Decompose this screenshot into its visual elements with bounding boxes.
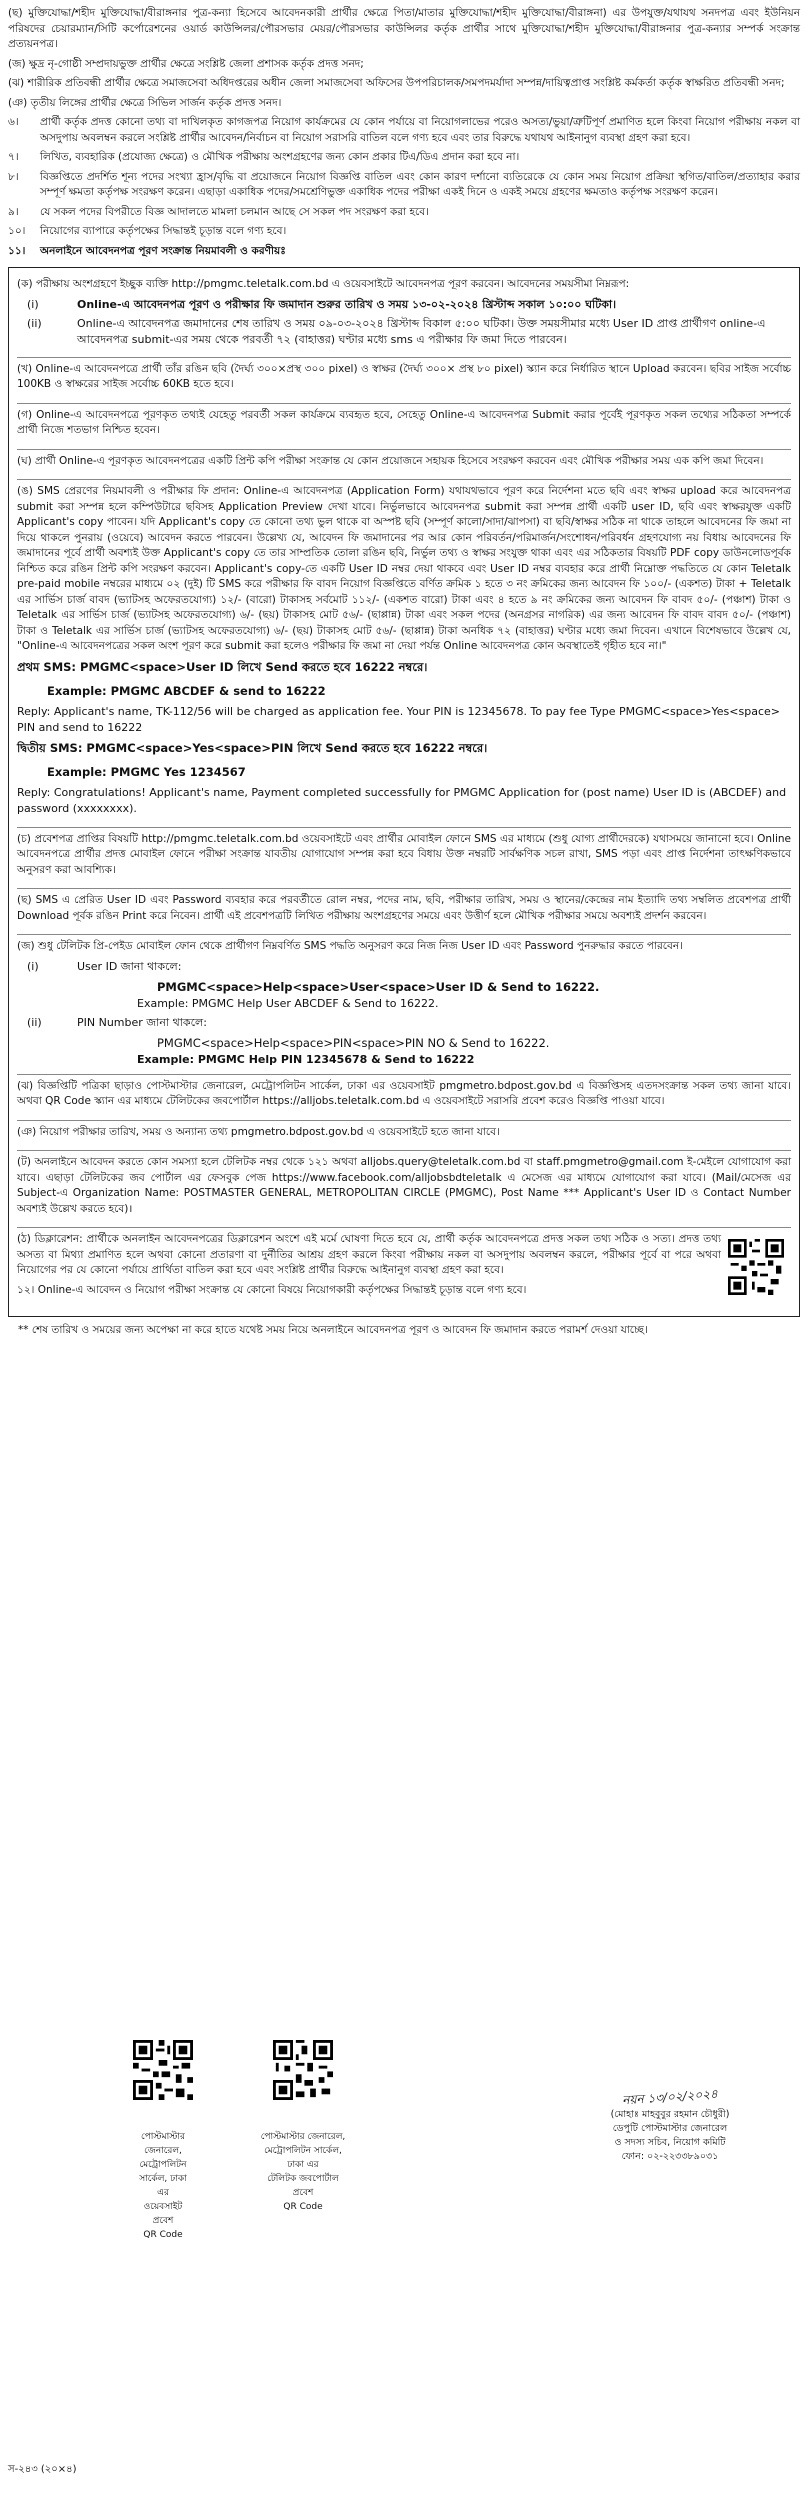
section-cha: (চ) প্রবেশপত্র প্রাপ্তির বিষয়টি http://pmgmc.teletalk.com.bd ওয়েবসাইটে এবং প্রার্থীর মোবাইল ফোনে SMS এর মাধ্যমে (শুধু যোগ্য প্রার্থীদেরকে) যথাসময়ে জানানো হবে। Online আবেদনপত্রে প্রার্থীর প্রদত্ত মোবাইল ফোনে পরীক্ষা সংক্রান্ত যাবতীয় যোগাযোগ সম্পন্ন করা হবে বিধায় উক্ত নম্বরটি সার্বক্ষণিক সচল রাখা, SMS পড়া এবং প্রাপ্ত নির্দেশনা তাৎক্ষণিকভাবে অনুসরণ করা আবশ্যিক। xyxy=(17,828,791,890)
qr-code-jobportal[interactable] xyxy=(273,2040,333,2100)
section-ja-recovery: (জ) শুধু টেলিটক প্রি-পেইড মোবাইল ফোন থেকে প্রার্থীগণ নিম্নবর্ণিত SMS পদ্ধতি অনুসরণ করে নিজ নিজ User ID এবং Password পুনরুদ্ধার করতে পারবেন। (i) User ID জানা থাকলে: PMGMC<space>Help<space>User<space>User ID & Send to 16222. Example: PMGMC Help User ABCDEF & Send to 16222. (ii) PIN Number জানা থাকলে: PMGMC<space>Help<space>PIN<space>PIN NO & Send to 16222. Example: PMGMC Help PIN 12345678 & Send to 16222 xyxy=(17,935,791,1075)
online-instructions-box xyxy=(8,267,800,1317)
sms1-title: প্রথম SMS: PMGMC<space>User ID লিখে Send করতে হবে 16222 নম্বরে। xyxy=(17,659,428,674)
qr-caption-middle: পোস্টমাস্টার জেনারেল, মেট্রোপলিটন সার্কেল, ঢাকা এর টেলিটক জবপোর্টাল প্রবেশ QR Code xyxy=(260,2132,346,2212)
recovery-userid-command: PMGMC<space>Help<space>User<space>User ID & Send to 16222. xyxy=(157,979,600,994)
section-ga: (গ) Online-এ আবেদনপত্রে পূরণকৃত তথ্যই যেহেতু পরবর্তী সকল কার্যক্রমে ব্যবহৃত হবে, সেহেতু Online-এ আবেদনপত্র Submit করার পূর্বেই পূরণকৃত সকল তথ্যের সঠিকতা সম্পর্কে প্রার্থী নিজে শতভাগ নিশ্চিত হবেন। xyxy=(17,404,791,450)
numbered-item-11: ১১। অনলাইনে আবেদনপত্র পূরণ সংক্রান্ত নিয়মাবলী ও করণীয়ঃ xyxy=(8,244,286,257)
sms1-example: Example: PMGMC ABCDEF & send to 16222 xyxy=(47,683,326,698)
qr-code-website[interactable] xyxy=(133,2040,193,2100)
numbered-item-7: ৭। লিখিত, ব্যবহারিক (প্রযোজ্য ক্ষেত্রে) ও মৌখিক পরীক্ষায় অংশগ্রহণের জন্য কোন প্রকার টিএ/ডিএ প্রদান করা হবে না। xyxy=(8,151,520,163)
section-tha: (ঠ) ডিক্লারেশন: প্রার্থীকে অনলাইন আবেদনপত্রের ডিক্লারেশন অংশে এই মর্মে ঘোষণা দিতে হবে যে, প্রার্থী কর্তৃক আবেদনপত্রে প্রদত্ত সকল তথ্য সঠিক ও সত্য। প্রদত্ত তথ্য অসত্য বা মিথ্যা প্রমাণিত হলে অথবা কোনো প্রতারণা বা দুর্নীতির আশ্রয় গ্রহণ করলে কিংবা পরীক্ষায় নকল বা অসদুপায় অবলম্বন করলে, পরীক্ষার পূর্বে বা পরে অথবা নিয়োগের পর যে কোনো পর্যায়ে প্রার্থিতা বাতিল করা হবে এবং সংশ্লিষ্ট প্রার্থীর বিরুদ্ধে আইনানুগ ব্যবস্থা গ্রহণ করা হবে। ১২। Online-এ আবেদন ও নিয়োগ পরীক্ষা সংক্রান্ত যে কোনো বিষয়ে নিয়োগকারী কর্তৃপক্ষের সিদ্ধান্তই চূড়ান্ত বলে গণ্য হবে। xyxy=(17,1228,791,1308)
qr-block-left xyxy=(108,2040,218,2242)
section-chha: (ছ) SMS এ প্রেরিত User ID এবং Password ব্যবহার করে পরবর্তীতে রোল নম্বর, পদের নাম, ছবি, পরীক্ষার তারিখ, সময় ও স্থানের/কেন্দ্রের নাম ইত্যাদি তথ্য সম্বলিত প্রবেশপত্র প্রার্থী Download পূর্বক রঙিন Print করে নিবেন। প্রার্থী এই প্রবেশপত্রটি লিখিত পরীক্ষায় অংশগ্রহণের সময়ে এবং উত্তীর্ণ হলে মৌখিক পরীক্ষার সময়ে অবশ্যই প্রদর্শন করবেন। xyxy=(17,889,791,935)
section-kha: (খ) Online-এ আবেদনপত্রে প্রার্থী তাঁর রঙিন ছবি (দৈর্ঘ্য ৩০০×প্রস্থ ৩০০ pixel) ও স্বাক্ষর (দৈর্ঘ্য ৩০০× প্রস্থ ৮০ pixel) স্ক্যান করে নির্ধারিত স্থানে Upload করবেন। ছবির সাইজ সর্বোচ্চ 100KB ও স্বাক্ষরের সাইজ সর্বোচ্চ 60KB হতে হবে। xyxy=(17,358,791,404)
signature-block xyxy=(560,2086,780,2164)
section-jha: (ঝ) বিজ্ঞপ্তিটি পত্রিকা ছাড়াও পোস্টমাস্টার জেনারেল, মেট্রোপলিটন সার্কেল, ঢাকা এর ওয়েবসাইট pmgmetro.bdpost.gov.bd এ বিজ্ঞপ্তিসহ এতদসংক্রান্ত সকল তথ্য জানা যাবে। অথবা QR Code স্ক্যান এর মাধ্যমে টেলিটকের জবপোর্টাল https://alljobs.teletalk.com.bd এ ওয়েবসাইটে সরাসরি প্রবেশ করেও বিজ্ঞপ্তি পাওয়া যাবে। xyxy=(17,1075,791,1121)
item-nya-third-gender: (ঞ) তৃতীয় লিঙ্গের প্রার্থীর ক্ষেত্রে সিভিল সার্জন কর্তৃক প্রদত্ত সনদ। xyxy=(8,96,282,109)
item-chha-freedom-fighter: (ছ) মুক্তিযোদ্ধা/শহীদ মুক্তিযোদ্ধা/বীরাঙ্গনার পুত্র-কন্যা হিসেবে আবেদনকারী প্রার্থীর ক্ষেত্রে পিতা/মাতার মুক্তিযোদ্ধা/শহীদ মুক্তিযোদ্ধা/বীরাঙ্গনা) এর উপযুক্ত/যথাযথ সনদপত্র এবং ইউনিয়ন পরিষদের চেয়ারম্যান/সিটি কর্পোরেশনের ওয়ার্ড কাউন্সিলর/পৌরসভার মেয়র/পৌরসভার কাউন্সিলর কর্তৃক প্রার্থীর সাথে মুক্তিযোদ্ধা/শহীদ মুক্তিযোদ্ধা/বীরাঙ্গনার পুত্র-কন্যার সম্পর্ক সংক্রান্ত প্রত্যয়নপত্র। xyxy=(8,7,800,50)
sms2-title: দ্বিতীয় SMS: PMGMC<space>Yes<space>PIN লিখে Send করতে হবে 16222 নম্বরে। xyxy=(17,740,488,755)
section-ta: (ট) অনলাইনে আবেদন করতে কোন সমস্যা হলে টেলিটক নম্বর থেকে ১২১ অথবা alljobs.query@teletalk.com.bd বা staff.pmgmetro@gmail.com ই-মেইলে যোগাযোগ করা যাবে। এছাড়া টেলিটকের জব পোর্টাল এর ফেসবুক পেজ https://www.facebook.com/alljobsbdteletalk এ মেসেজ এর মাধ্যমে যোগাযোগ করা যাবে। (Mail/মেসেজ এর Subject-এ Organization Name: POSTMASTER GENERAL, METROPOLITAN CIRCLE (PMGMC), Post Name *** Applicant's User ID ও Contact Number অবশ্যই উল্লেখ করতে হবে)। xyxy=(17,1151,791,1228)
recovery-pin-command: PMGMC<space>Help<space>PIN<space>PIN NO & Send to 16222. xyxy=(157,1035,550,1050)
numbered-item-8: ৮। বিজ্ঞপ্তিতে প্রদর্শিত শূন্য পদের সংখ্যা হ্রাস/বৃদ্ধি বা প্রয়োজনে নিয়োগ বিজ্ঞপ্তি বাতিল এবং কোন কারণ দর্শানো ব্যতিরেকে যে কোন সময় নিয়োগ প্রক্রিয়া স্থগিত/বাতিল/প্রত্যাহার করার সম্পূর্ণ ক্ষমতা কর্তৃপক্ষ সংরক্ষণ করেন। এছাড়া একাধিক পদের/সমশ্রেণিভুক্ত একাধিক পদের পরীক্ষা একই দিনে ও একই সময়ে গ্রহণের ক্ষমতাও কর্তৃপক্ষ সংরক্ষণ করেন। xyxy=(8,170,800,198)
section-ka: (ক) পরীক্ষায় অংশগ্রহণে ইচ্ছুক ব্যক্তি http://pmgmc.teletalk.com.bd এ ওয়েবসাইটে আবেদনপত্র পূরণ করবেন। আবেদনের সময়সীমা নিম্নরূপ: (i) Online-এ আবেদনপত্র পূরণ ও পরীক্ষার ফি জমাদান শুরুর তারিখ ও সময় ১৩-০২-২০২৪ খ্রিস্টাব্দ সকাল ১০:০০ ঘটিকা। (ii) Online-এ আবেদনপত্র জমাদানের শেষ তারিখ ও সময় ০৯-০৩-২০২৪ খ্রিস্টাব্দ বিকাল ৫:০০ ঘটিকা। উক্ত সময়সীমার মধ্যে User ID প্রাপ্ত প্রার্থীগণ online-এ আবেদনপত্র submit-এর সময় থেকে পরবর্তী ৭২ (বাহাত্তর) ঘণ্টার মধ্যে sms এ পরীক্ষার ফি জমা দিতে পারবেন। xyxy=(17,273,791,358)
footer xyxy=(8,2020,800,2490)
recovery-userid-example: Example: PMGMC Help User ABCDEF & Send to 16222. xyxy=(137,996,439,1010)
notice-page xyxy=(8,6,800,1343)
top-list xyxy=(8,6,800,111)
qr-code-small xyxy=(728,1239,784,1295)
numbered-item-10: ১০। নিয়োগের ব্যাপারে কর্তৃপক্ষের সিদ্ধান্তই চূড়ান্ত বলে গণ্য হবে। xyxy=(8,225,287,237)
signatory-title-1: ডেপুটি পোস্টমাস্টার জেনারেল xyxy=(612,2123,728,2134)
numbered-item-9: ৯। যে সকল পদের বিপরীতে বিজ্ঞ আদালতে মামলা চলমান আছে সে সকল পদ সংরক্ষণ করা হবে। xyxy=(8,205,429,218)
section-gha: (ঘ) প্রার্থী Online-এ পূরণকৃত আবেদনপত্রের একটি প্রিন্ট কপি পরীক্ষা সংক্রান্ত যে কোন প্রয়োজনে সহায়ক হিসেবে সংরক্ষণ করবেন এবং মৌখিক পরীক্ষার সময় এক কপি জমা দিবেন। xyxy=(17,450,791,481)
numbered-item-6: ৬। প্রার্থী কর্তৃক প্রদত্ত কোনো তথ্য বা দাখিলকৃত কাগজপত্র নিয়োগ কার্যক্রমের যে কোন পর্যায়ে বা নিয়োগলাভের পরেও অসত্য/ভুয়া/ত্রুটিপূর্ণ প্রমাণিত হলে কিংবা নিয়োগ পরীক্ষায় নকল বা অসদুপায় অবলম্বন করলে সংশ্লিষ্ট প্রার্থীর আবেদন/নির্বাচন বা নিয়োগ সরাসরি বাতিল বলে গণ্য হবে এবং তার বিরুদ্ধে যথাযথ আইনানুগ ব্যবস্থা গ্রহণ করা হবে। xyxy=(8,116,800,144)
numbered-list xyxy=(8,115,800,259)
sms2-reply: Reply: Congratulations! Applicant's name, Payment completed successfully for PMGMC Application for (post name) User ID is (ABCDEF) and password (xxxxxxxx). xyxy=(17,785,787,815)
signatory-phone: ফোন: ০২-২২৩৩৮৯০৩১ xyxy=(621,2151,719,2162)
item-ja-ethnic: (জ) ক্ষুদ্র নৃ-গোষ্ঠী সম্প্রদায়ভুক্ত প্রার্থীর ক্ষেত্রে সংশ্লিষ্ট জেলা প্রশাসক কর্তৃক প্রদত্ত সনদ; xyxy=(8,57,364,70)
qr-caption-left: পোস্টমাস্টার জেনারেল, মেট্রোপলিটন সার্কেল, ঢাকা এর ওয়েবসাইট প্রবেশ QR Code xyxy=(139,2132,187,2240)
sms1-reply: Reply: Applicant's name, TK-112/56 will be charged as application fee. Your PIN is 12345678. To pay fee Type PMGMC<space>Yes<space> PIN and send to 16222 xyxy=(17,704,780,734)
item-12: ১২। Online-এ আবেদন ও নিয়োগ পরীক্ষা সংক্রান্ত যে কোনো বিষয়ে নিয়োগকারী কর্তৃপক্ষের সিদ্ধান্তই চূড়ান্ত বলে গণ্য হবে। xyxy=(17,1283,527,1296)
qr-block-middle xyxy=(248,2040,358,2214)
section-nya: (ঞ) নিয়োগ পরীক্ষার তারিখ, সময় ও অন্যান্য তথ্য pmgmetro.bdpost.gov.bd এ ওয়েবসাইটে হতে জানা যাবে। xyxy=(17,1121,791,1152)
deadline-note: ** শেষ তারিখ ও সময়ের জন্য অপেক্ষা না করে হাতে যথেষ্ট সময় নিয়ে অনলাইনে আবেদনপত্র পূরণ ও আবেদন ফি জমাদান করতে পরামর্শ দেওয়া যাচ্ছে। xyxy=(18,1324,648,1336)
signature-scribble: নয়ন ১৩/০২/২০২৪ xyxy=(621,2086,719,2108)
sms2-example: Example: PMGMC Yes 1234567 xyxy=(47,764,246,779)
signatory-name: (মোহাঃ মাহবুবুর রহমান চৌধুরী) xyxy=(610,2109,730,2120)
item-jha-disability: (ঝ) শারীরিক প্রতিবন্ধী প্রার্থীর ক্ষেত্রে সমাজসেবা অধিদপ্তরের অধীন জেলা সমাজসেবা অফিসের উপপরিচালক/সমপদমর্যাদা সম্পন্ন/দায়িত্বপ্রাপ্ত সংশ্লিষ্ট কর্মকর্তা কর্তৃক স্বাক্ষরিত প্রতিবন্ধী সনদ; xyxy=(8,77,785,89)
section-uma-sms: (ঙ) SMS প্রেরণের নিয়মাবলী ও পরীক্ষার ফি প্রদান: Online-এ আবেদনপত্র (Application Form) যথাযথভাবে পূরণ করে নির্দেশনা মতে ছবি এবং স্বাক্ষর upload করে আবেদনপত্র submit করা সম্পন্ন হলে কম্পিউটারে ছবিসহ Application Preview দেখা যাবে। নির্ভুলভাবে আবেদনপত্র submit করা সম্পন্ন প্রার্থী একটি user ID, ছবি এবং স্বাক্ষরযুক্ত একটি Applicant's copy পাবেন। যদি Applicant's copy তে কোনো তথ্য ভুল থাকে বা অস্পষ্ট ছবি (সম্পূর্ণ কালো/সাদা/ঝাপসা) বা ছবি/স্বাক্ষর সঠিক না থাকে তাহলে আবেদনের ফি জমা না দিয়ে থাকলে পুনরায় (ওয়েবে) আবেদন করতে পারবেন। উল্লেখ্য যে, আবেদন ফি জমাদানের পর আর কোন পরিবর্তন/পরিমার্জন/সংশোধন/পরিবর্ধন গ্রহণযোগ্য নয় বিধায় আবেদনের ফি জমাদানের পূর্বে প্রার্থী অবশ্যই উক্ত Applicant's copy তে তার সাম্প্রতিক তোলা রঙিন ছবি, নির্ভুল তথ্য ও স্বাক্ষর সংযুক্ত থাকা এবং এর সঠিকতার বিষয়টি PDF copy ডাউনলোডপূর্বক নিশ্চিত করে রঙিন প্রিন্ট কপি সংরক্ষণ করবেন। Applicant's copy-তে একটি User ID নম্বর দেয়া থাকবে এবং User ID নম্বর ব্যবহার করে প্রার্থী নিম্নোক্ত পদ্ধতিতে যে কোন Teletalk pre-paid mobile নম্বরের মাধ্যমে ০২ (দুই) টি SMS করে পরীক্ষার ফি বাবদ নিয়োগ বিজ্ঞপ্তিতে বর্ণিত ক্রমিক ১ হতে ৩ নং ক্রমিকের জন্য আবেদন ফি ১০০/- (একশত) টাকা + Teletalk এর সার্ভিস চার্জ বাবদ (ভ্যাটসহ অফেরতযোগ্য) ১২/- (বারো) টাকাসহ সর্বমোট ১১২/- (একশত বারো) টাকা এবং ৪ হতে ৯ নং ক্রমিকের জন্য আবেদন ফি বাবদ ৫০/- (পঞ্চাশ) টাকা ও Teletalk এর সার্ভিস চার্জ (ভ্যাটসহ অফেরতযোগ্য) ৬/- (ছয়) টাকাসহ মোট ৫৬/- (ছাপ্পান্ন) টাকা এবং সকল পদের (অনগ্রসর নাগরিক) এর জন্য আবেদন ফি বাবদ বাবদ ৫০/- (পঞ্চাশ) টাকা ও Teletalk এর সার্ভিস চার্জ (ভ্যাটসহ অফেরতযোগ্য) ৬/- (ছয়) টাকাসহ মোট ৫৬/- (ছাপ্পান্ন) টাকা অনধিক ৭২ (বাহাত্তর) ঘণ্টার মধ্যে জমা দিবেন। এখানে বিশেষভাবে উল্লেখ যে, "Online-এ আবেদনপত্রের সকল অংশ পূরণ করে submit করা হলেও পরীক্ষার ফি জমা না দেয়া পর্যন্ত Online আবেদনপত্র কোন অবস্থাতেই গৃহীত হবে না।" প্রথম SMS: PMGMC<space>User ID লিখে Send করতে হবে 16222 নম্বরে। Example: PMGMC ABCDEF & send to 16222 Reply: Applicant's name, TK-112/56 will be charged as application fee. Your PIN is 12345678. To pay fee Type PMGMC<space>Yes<space> PIN and send to 16222 দ্বিতীয় SMS: PMGMC<space>Yes<space>PIN লিখে Send করতে হবে 16222 নম্বরে। Example: PMGMC Yes 1234567 Reply: Congratulations! Applicant's name, Payment completed successfully for PMGMC Application for (post name) User ID is (ABCDEF) and password (xxxxxxxx). xyxy=(17,480,791,828)
signatory-title-2: ও সদস্য সচিব, নিয়োগ কমিটি xyxy=(614,2137,726,2148)
recovery-pin-example: Example: PMGMC Help PIN 12345678 & Send to 16222 xyxy=(137,1052,475,1066)
footer-code: স-২৪৩ (২০×৪) xyxy=(8,2464,77,2475)
